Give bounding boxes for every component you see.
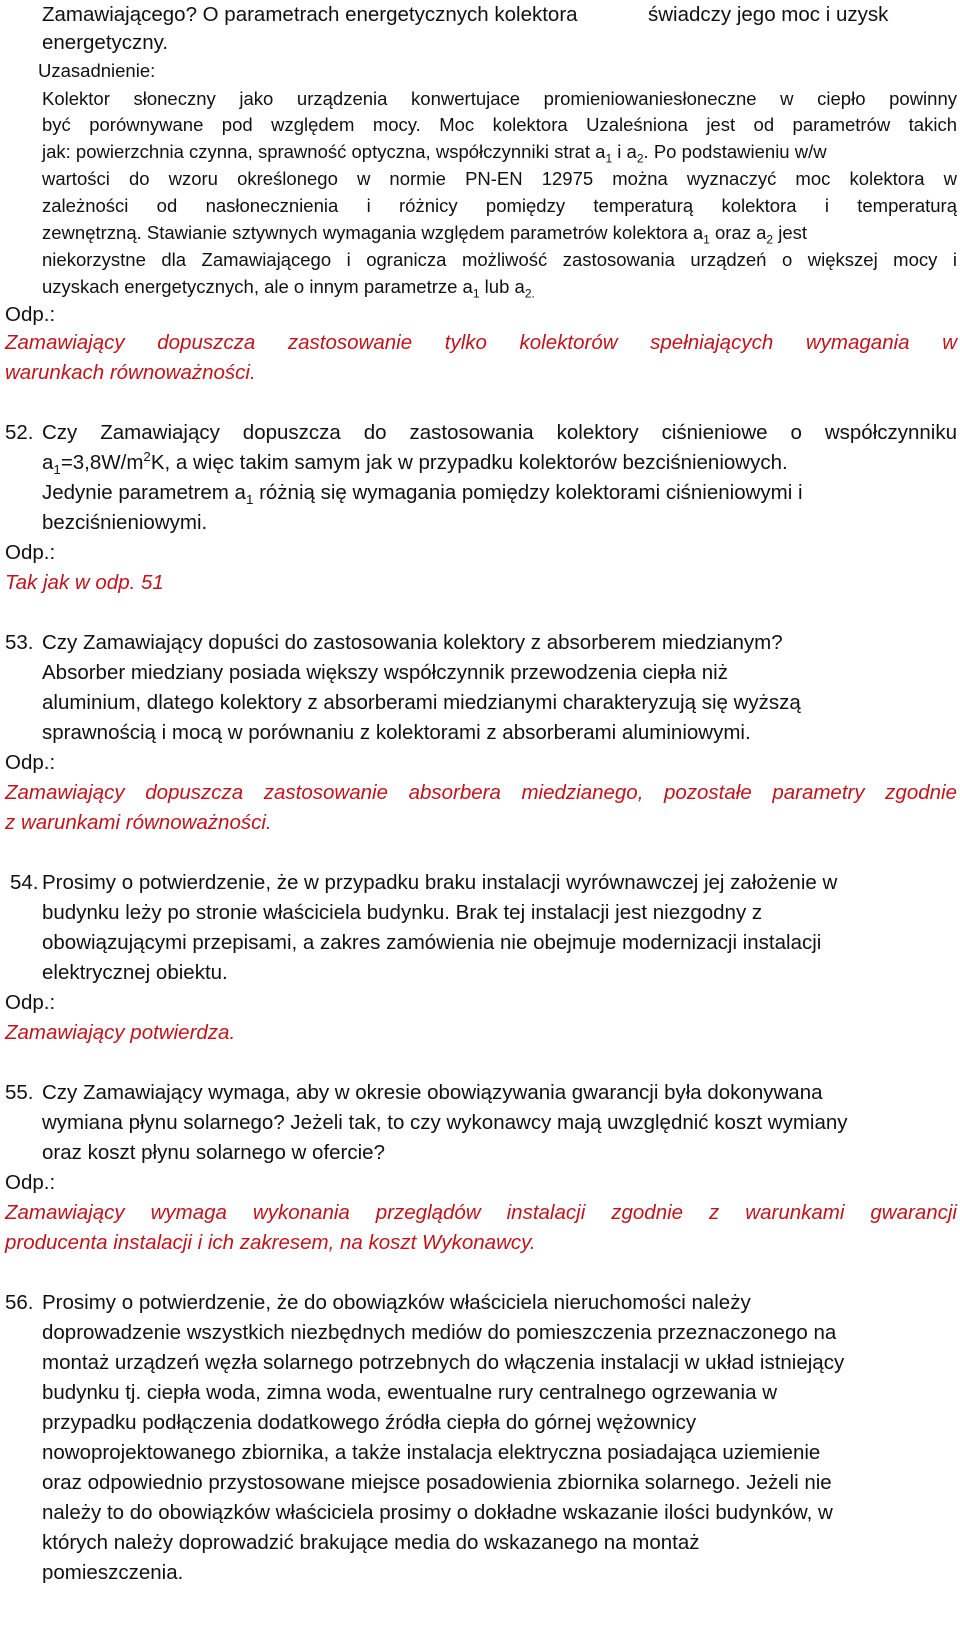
question-52-line-2b: =3,8W/m bbox=[60, 451, 144, 474]
subscript-1: 1 bbox=[53, 462, 61, 478]
question-56-line-3: montaż urządzeń węzła solarnego potrzebnych do włączenia instalacji w układ istniejący bbox=[42, 1351, 845, 1374]
subscript-1: 1 bbox=[245, 492, 254, 508]
question-55-line-1: Czy Zamawiający wymaga, aby w okresie obowiązywania gwarancji była dokonywana bbox=[42, 1081, 823, 1104]
question-52-line-3 bbox=[42, 478, 957, 508]
question-number-55: 55. bbox=[5, 1081, 34, 1104]
subscript-2: 2 bbox=[636, 151, 644, 166]
question-56-line-9: których należy doprowadzić brakujące media do wskazanego na montaż bbox=[42, 1531, 700, 1554]
question-52-line-3b: różnią się wymagania pomiędzy kolektorami ciśnieniowymi i bbox=[253, 481, 803, 504]
answer-line-1: Zamawiający dopuszcza zastosowanie tylko kolektorów spełniających wymagania w bbox=[5, 331, 957, 354]
answer-55-line-2: producenta instalacji i ich zakresem, na koszt Wykonawcy. bbox=[5, 1231, 536, 1254]
question-54-line-2: budynku leży po stronie właściciela budynku. Brak tej instalacji jest niezgodny z bbox=[42, 901, 763, 924]
justification-line-3a: jak: powierzchnia czynna, sprawność optyczna, współczynniki strat a bbox=[42, 141, 606, 162]
question-56-line-6: nowoprojektowanego zbiornika, a także instalacja elektryczna posiadająca uziemienie bbox=[42, 1441, 821, 1464]
justification-line-8a: uzyskach energetycznych, ale o innym parametrze a bbox=[42, 276, 473, 297]
answer-label: Odp.: bbox=[5, 541, 56, 564]
answer-label: Odp.: bbox=[5, 751, 56, 774]
question-54-line-4: elektrycznej obiektu. bbox=[42, 961, 228, 984]
subscript-1: 1 bbox=[472, 286, 480, 301]
question-53-line-4: sprawnością i mocą w porównaniu z kolektorami z absorberami aluminiowymi. bbox=[42, 721, 751, 744]
question-number-52: 52. bbox=[5, 421, 34, 444]
question-52-line-1: Czy Zamawiający dopuszcza do zastosowania kolektory ciśnieniowe o współczynniku bbox=[42, 421, 957, 444]
justification-line-6b: oraz a bbox=[709, 222, 767, 243]
question-54-line-3: obowiązującymi przepisami, a zakres zamówienia nie obejmuje modernizacji instalacji bbox=[42, 931, 822, 954]
justification-line-7: niekorzystne dla Zamawiającego i ogranicza możliwość zastosowania urządzeń o większej mocy i bbox=[42, 249, 957, 270]
answer-label: Odp.: bbox=[5, 991, 56, 1014]
question-53-line-2: Absorber miedziany posiada większy współczynnik przewodzenia ciepła niż bbox=[42, 661, 728, 684]
intro-line-1a: Zamawiającego? O parametrach energetycznych kolektora bbox=[42, 3, 578, 26]
answer-53-line-2: z warunkami równoważności. bbox=[5, 811, 272, 834]
justification-heading: Uzasadnienie: bbox=[38, 60, 156, 81]
question-55-line-2: wymiana płynu solarnego? Jeżeli tak, to czy wykonawcy mają uwzględnić koszt wymiany bbox=[42, 1111, 848, 1134]
answer-52: Tak jak w odp. 51 bbox=[5, 571, 164, 594]
question-53-line-3: aluminium, dlatego kolektory z absorberami miedzianymi charakteryzują się wyższą bbox=[42, 691, 801, 714]
question-54-line-1: Prosimy o potwierdzenie, że w przypadku braku instalacji wyrównawczej jej założenie w bbox=[42, 871, 838, 894]
answer-54: Zamawiający potwierdza. bbox=[5, 1021, 236, 1044]
justification-line-6c: jest bbox=[773, 222, 808, 243]
subscript-1: 1 bbox=[605, 151, 613, 166]
justification-line-3c: . Po podstawieniu w/w bbox=[643, 141, 827, 162]
question-number-54: 54. bbox=[10, 871, 39, 894]
question-56-line-2: doprowadzenie wszystkich niezbędnych mediów do pomieszczenia przeznaczonego na bbox=[42, 1321, 837, 1344]
question-number-56: 56. bbox=[5, 1291, 34, 1314]
subscript-2: 2 bbox=[766, 232, 774, 247]
justification-line-8 bbox=[42, 272, 957, 302]
justification-line-4: wartości do wzoru określonego w normie PN-EN 12975 można wyznaczyć moc kolektora w bbox=[42, 168, 957, 189]
question-56-line-4: budynku tj. ciepła woda, zimna woda, ewentualne rury centralnego ogrzewania w bbox=[42, 1381, 778, 1404]
intro-line-2: energetyczny. bbox=[42, 31, 169, 54]
justification-line-3b: i a bbox=[612, 141, 637, 162]
intro-line-1 bbox=[42, 0, 957, 30]
intro-line-1b: świadczy jego moc i uzysk bbox=[648, 3, 889, 26]
justification-line-3 bbox=[42, 137, 957, 167]
question-56-line-8: należy to do obowiązków właściciela prosimy o dokładne wskazanie ilości budynków, w bbox=[42, 1501, 833, 1524]
question-56-line-7: oraz odpowiednio przystosowane miejsce posadowienia zbiornika solarnego. Jeżeli nie bbox=[42, 1471, 832, 1494]
question-52-line-4: bezciśnieniowymi. bbox=[42, 511, 208, 534]
question-53-line-1: Czy Zamawiający dopuści do zastosowania kolektory z absorberem miedzianym? bbox=[42, 631, 783, 654]
question-56-line-1: Prosimy o potwierdzenie, że do obowiązków właściciela nieruchomości należy bbox=[42, 1291, 751, 1314]
subscript-1: 1 bbox=[703, 232, 710, 247]
justification-line-5: zależności od nasłonecznienia i różnicy pomiędzy temperaturą kolektora i temperaturą bbox=[42, 195, 957, 216]
justification-line-6a: zewnętrzną. Stawianie sztywnych wymagania względem parametrów kolektora a bbox=[42, 222, 704, 243]
answer-line-2: warunkach równoważności. bbox=[5, 361, 256, 384]
justification-line-6 bbox=[42, 218, 957, 248]
question-52-line-2c: K, a więc takim samym jak w przypadku kolektorów bezciśnieniowych. bbox=[150, 451, 788, 474]
question-56-line-10: pomieszczenia. bbox=[42, 1561, 184, 1584]
answer-55-line-1: Zamawiający wymaga wykonania przeglądów instalacji zgodnie z warunkami gwarancji bbox=[5, 1201, 957, 1224]
superscript-2: 2 bbox=[143, 449, 151, 465]
justification-line-8b: lub a bbox=[479, 276, 525, 297]
question-55-line-3: oraz koszt płynu solarnego w ofercie? bbox=[42, 1141, 385, 1164]
answer-53-line-1: Zamawiający dopuszcza zastosowanie absorbera miedzianego, pozostałe parametry zgodnie bbox=[5, 781, 957, 804]
question-number-53: 53. bbox=[5, 631, 34, 654]
question-52-line-3a: Jedynie parametrem a bbox=[42, 481, 246, 504]
answer-label: Odp.: bbox=[5, 303, 56, 326]
question-52-line-2 bbox=[42, 448, 957, 478]
question-52-line-2a: a bbox=[42, 451, 54, 474]
question-56-line-5: przypadku podłączenia dodatkowego źródła ciepła do górnej wężownicy bbox=[42, 1411, 697, 1434]
answer-label: Odp.: bbox=[5, 1171, 56, 1194]
justification-line-1: Kolektor słoneczny jako urządzenia konwertujace promieniowaniesłoneczne w ciepło powinny bbox=[42, 88, 957, 109]
subscript-2: 2. bbox=[524, 286, 535, 301]
justification-line-2: być porównywane pod względem mocy. Moc kolektora Uzaleśniona jest od parametrów takich bbox=[42, 114, 957, 135]
